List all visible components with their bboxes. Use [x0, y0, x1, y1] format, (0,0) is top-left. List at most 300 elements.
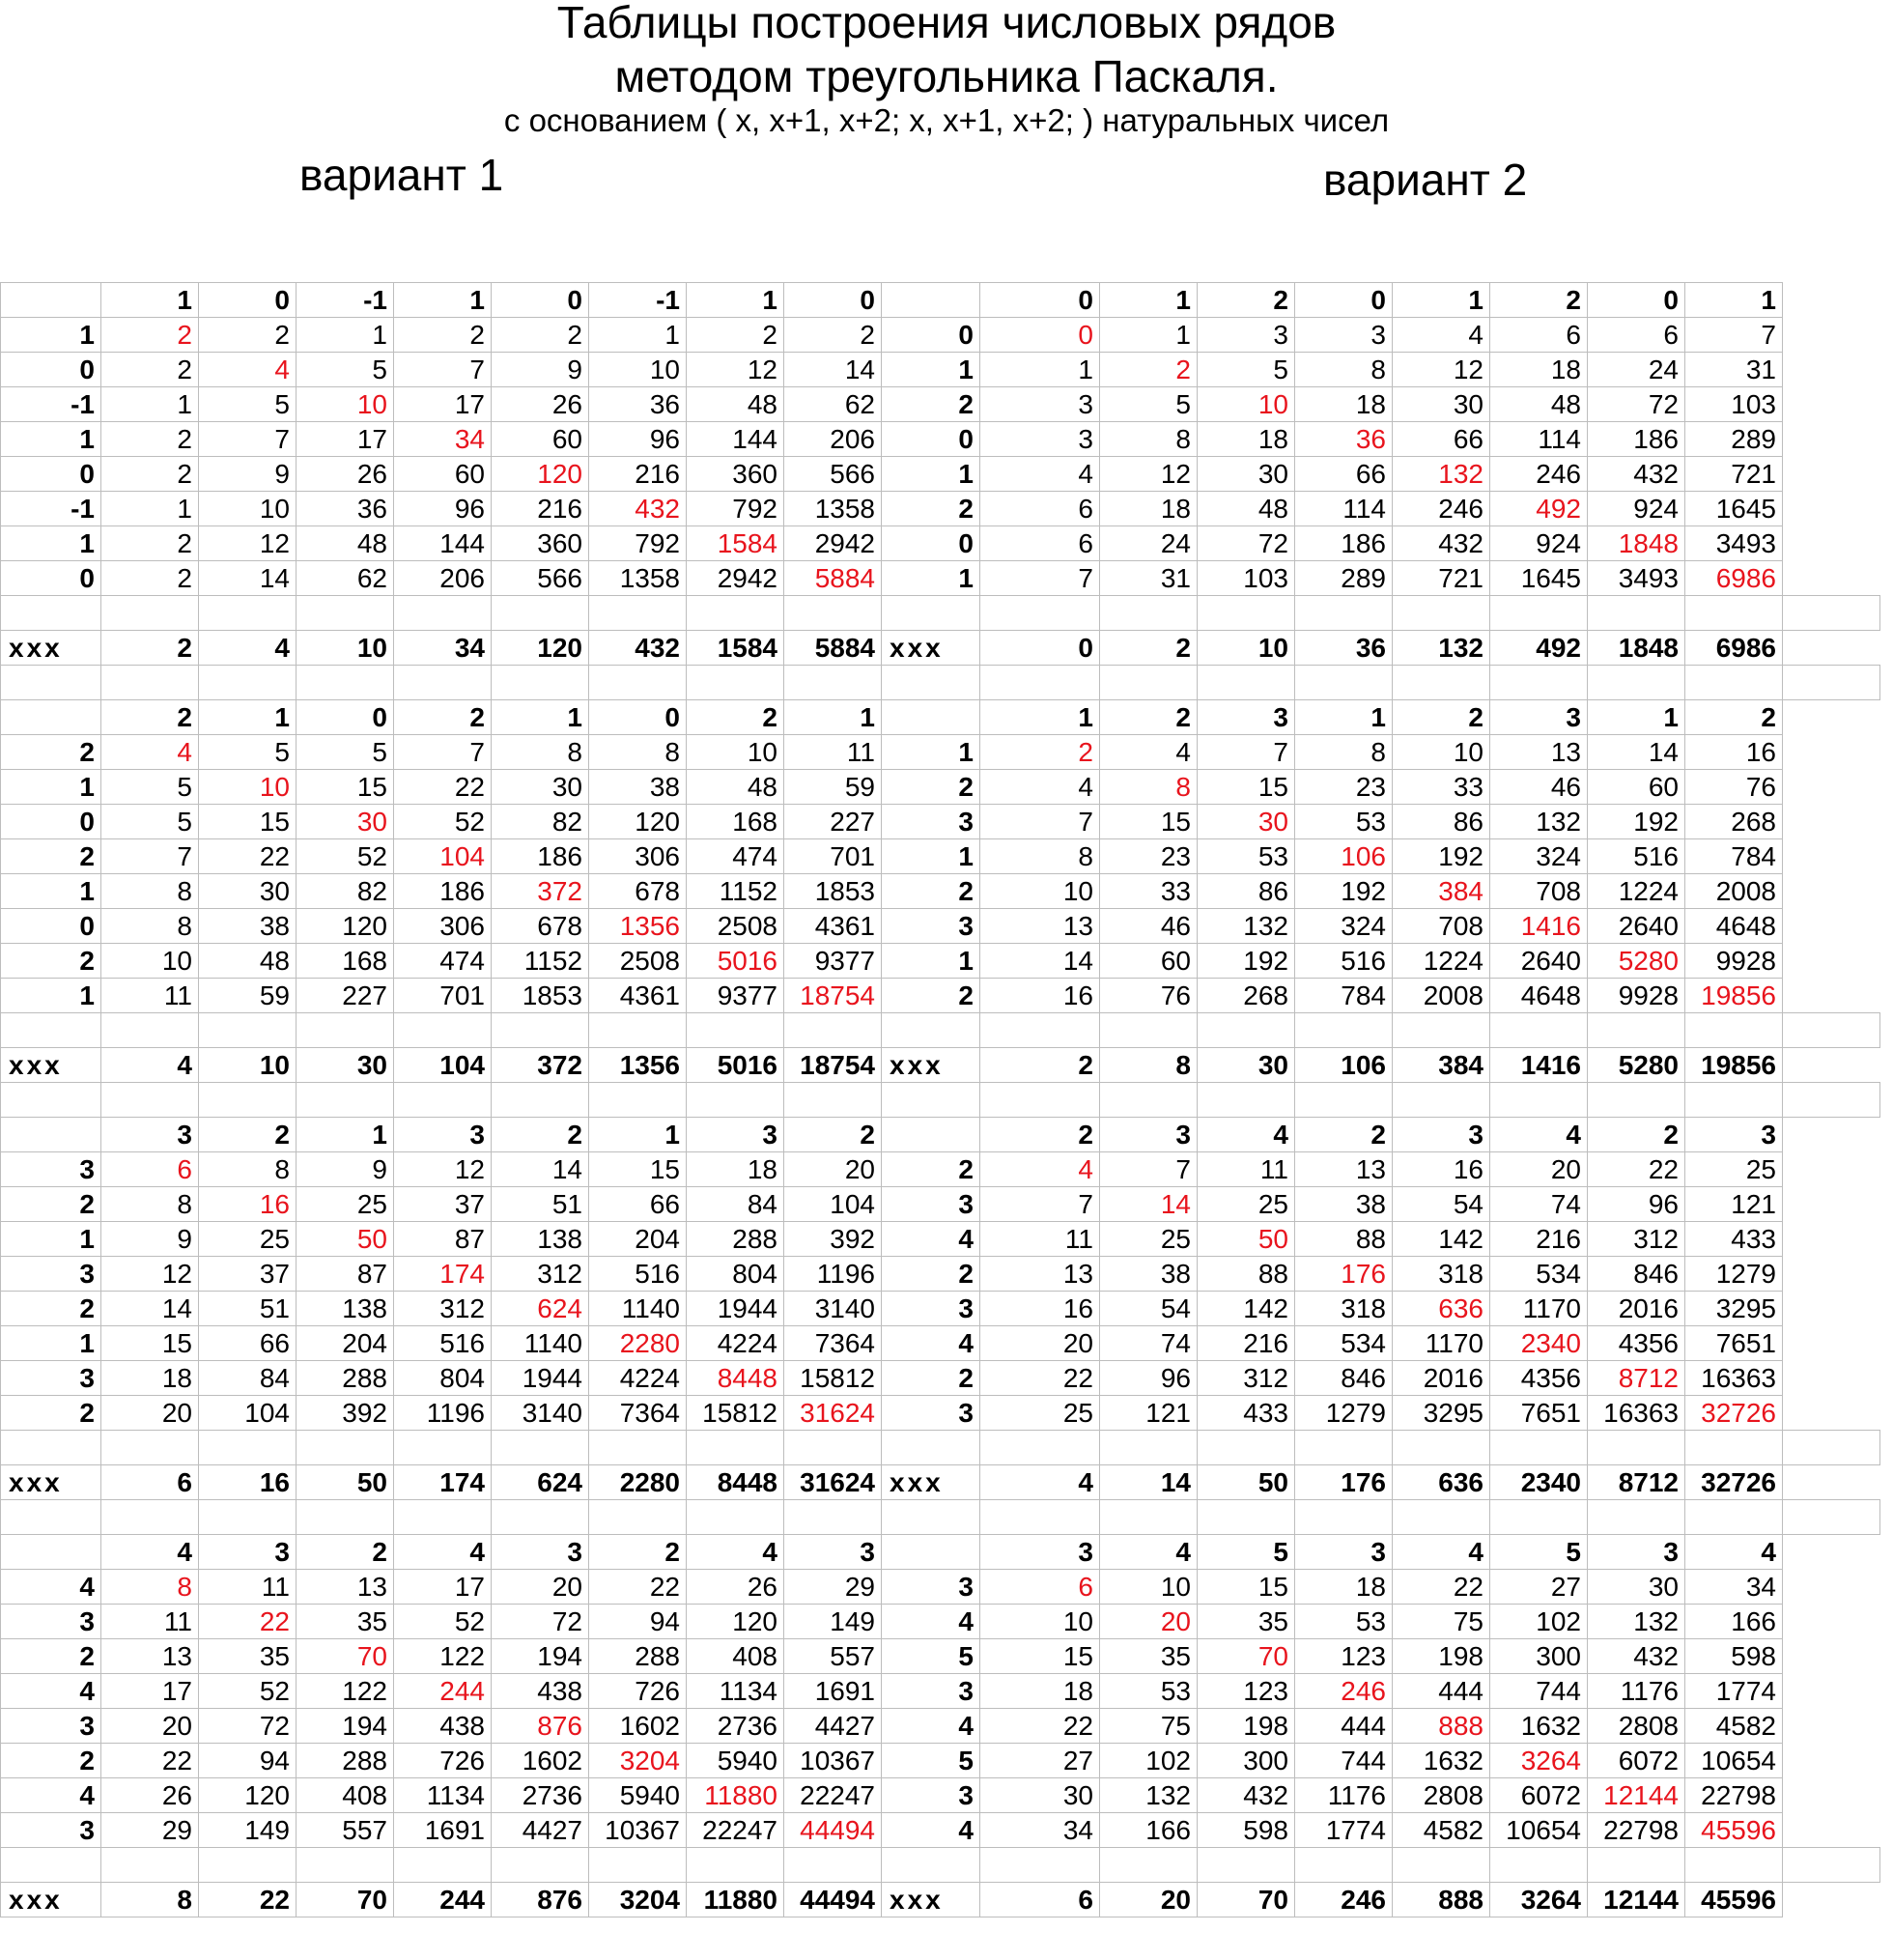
value-cell: 186	[1588, 422, 1685, 457]
value-cell: 2808	[1588, 1709, 1685, 1744]
value-cell: 4	[980, 457, 1100, 492]
value-cell: 60	[1588, 770, 1685, 805]
value-cell: 15	[980, 1639, 1100, 1674]
empty-cell	[199, 1083, 297, 1118]
header-cell: 4	[394, 1535, 492, 1570]
value-cell: 784	[1685, 839, 1783, 874]
diagonal-value-cell: 624	[492, 1292, 589, 1326]
empty-cell	[784, 1500, 882, 1535]
result-cell: 22	[199, 1883, 297, 1917]
result-cell: 8448	[687, 1465, 784, 1500]
value-cell: 24	[1588, 353, 1685, 387]
empty-cell	[589, 1013, 687, 1048]
value-cell: 22	[394, 770, 492, 805]
empty-cell	[1295, 666, 1393, 700]
empty-cell	[589, 596, 687, 631]
header-cell: 5	[1198, 1535, 1295, 1570]
empty-cell	[1588, 1848, 1685, 1883]
table-header-row	[1, 283, 1880, 318]
value-cell: 7	[1100, 1152, 1198, 1187]
value-cell: 7364	[784, 1326, 882, 1361]
value-cell: 123	[1198, 1674, 1295, 1709]
value-cell: 289	[1685, 422, 1783, 457]
header-cell: 0	[492, 283, 589, 318]
value-cell: 26	[687, 1570, 784, 1605]
value-cell: 10	[1100, 1570, 1198, 1605]
empty-cell	[589, 1431, 687, 1465]
result-cell: 31624	[784, 1465, 882, 1500]
value-cell: 36	[589, 387, 687, 422]
value-cell: 13	[101, 1639, 199, 1674]
value-cell: 30	[492, 770, 589, 805]
empty-cell	[1, 1500, 101, 1535]
value-cell: 121	[1685, 1187, 1783, 1222]
empty-cell	[1295, 1013, 1393, 1048]
empty-cell	[784, 596, 882, 631]
diagonal-value-cell: 5016	[687, 944, 784, 979]
value-cell: 51	[199, 1292, 297, 1326]
row-label: 1	[882, 561, 980, 596]
empty-cell	[199, 596, 297, 631]
row-label: 3	[882, 1292, 980, 1326]
value-cell: 20	[101, 1396, 199, 1431]
value-cell: 25	[1198, 1187, 1295, 1222]
value-cell: 318	[1393, 1257, 1490, 1292]
value-cell: 26	[297, 457, 394, 492]
row-label: 2	[882, 770, 980, 805]
value-cell: 20	[101, 1709, 199, 1744]
empty-cell	[297, 666, 394, 700]
empty-cell	[199, 1431, 297, 1465]
value-cell: 312	[492, 1257, 589, 1292]
empty-cell	[1783, 1013, 1880, 1048]
value-cell: 5940	[687, 1744, 784, 1778]
value-cell: 35	[199, 1639, 297, 1674]
result-cell: 11880	[687, 1883, 784, 1917]
empty-cell	[687, 666, 784, 700]
value-cell: 726	[589, 1674, 687, 1709]
value-cell: 17	[297, 422, 394, 457]
value-cell: 53	[1100, 1674, 1198, 1709]
empty-cell	[101, 666, 199, 700]
diagonal-value-cell: 104	[394, 839, 492, 874]
value-cell: 784	[1295, 979, 1393, 1013]
value-cell: 8	[1100, 422, 1198, 457]
value-cell: 16	[1685, 735, 1783, 770]
header-cell: 1	[980, 700, 1100, 735]
value-cell: 54	[1100, 1292, 1198, 1326]
value-cell: 13	[297, 1570, 394, 1605]
row-label: 0	[1, 457, 101, 492]
value-cell: 216	[492, 492, 589, 526]
value-cell: 1	[1100, 318, 1198, 353]
result-cell: 432	[589, 631, 687, 666]
value-cell: 5940	[589, 1778, 687, 1813]
empty-cell	[1198, 596, 1295, 631]
result-label: xxx	[1, 1465, 101, 1500]
value-cell: 4361	[589, 979, 687, 1013]
value-cell: 194	[492, 1639, 589, 1674]
value-cell: 7	[980, 1187, 1100, 1222]
value-cell: 15	[1198, 770, 1295, 805]
value-cell: 9377	[687, 979, 784, 1013]
value-cell: 1853	[492, 979, 589, 1013]
value-cell: 52	[394, 1605, 492, 1639]
value-cell: 3	[980, 387, 1100, 422]
spacer-row	[1, 596, 1880, 631]
diagonal-value-cell: 6986	[1685, 561, 1783, 596]
result-cell: 70	[1198, 1883, 1295, 1917]
value-cell: 29	[784, 1570, 882, 1605]
empty-cell	[1783, 1083, 1880, 1118]
table-row	[1, 1639, 1880, 1674]
value-cell: 708	[1393, 909, 1490, 944]
value-cell: 1170	[1393, 1326, 1490, 1361]
value-cell: 138	[297, 1292, 394, 1326]
empty-cell	[687, 1083, 784, 1118]
value-cell: 48	[1490, 387, 1588, 422]
empty-cell	[297, 1083, 394, 1118]
value-cell: 10654	[1490, 1813, 1588, 1848]
diagonal-value-cell: 70	[297, 1639, 394, 1674]
row-label: 3	[882, 805, 980, 839]
value-cell: 701	[784, 839, 882, 874]
value-cell: 198	[1393, 1639, 1490, 1674]
value-cell: 30	[1393, 387, 1490, 422]
header-cell: 1	[1685, 283, 1783, 318]
value-cell: 15	[589, 1152, 687, 1187]
value-cell: 7	[1198, 735, 1295, 770]
empty-cell	[882, 1431, 980, 1465]
row-label: 3	[1, 1257, 101, 1292]
row-label: 2	[882, 492, 980, 526]
empty-cell	[1685, 1013, 1783, 1048]
result-row	[1, 1048, 1880, 1083]
value-cell: 792	[589, 526, 687, 561]
value-cell: 22	[101, 1744, 199, 1778]
value-cell: 289	[1295, 561, 1393, 596]
row-label: 3	[1, 1813, 101, 1848]
value-cell: 300	[1198, 1744, 1295, 1778]
value-cell: 22798	[1685, 1778, 1783, 1813]
value-cell: 9	[492, 353, 589, 387]
result-cell: 1848	[1588, 631, 1685, 666]
empty-cell	[1490, 1083, 1588, 1118]
value-cell: 37	[394, 1187, 492, 1222]
row-label: 1	[1, 979, 101, 1013]
value-cell: 25	[1685, 1152, 1783, 1187]
value-cell: 18	[687, 1152, 784, 1187]
empty-cell	[1295, 1500, 1393, 1535]
value-cell: 288	[687, 1222, 784, 1257]
value-cell: 18	[980, 1674, 1100, 1709]
value-cell: 312	[1588, 1222, 1685, 1257]
diagonal-value-cell: 31624	[784, 1396, 882, 1431]
result-cell: 2	[101, 631, 199, 666]
result-cell: 6986	[1685, 631, 1783, 666]
diagonal-value-cell: 1848	[1588, 526, 1685, 561]
row-label: 4	[882, 1326, 980, 1361]
header-cell: 2	[394, 700, 492, 735]
value-cell: 53	[1198, 839, 1295, 874]
empty-cell	[394, 1083, 492, 1118]
value-cell: 66	[199, 1326, 297, 1361]
result-cell: 2	[980, 1048, 1100, 1083]
result-cell: 5884	[784, 631, 882, 666]
value-cell: 216	[1490, 1222, 1588, 1257]
empty-cell	[1100, 596, 1198, 631]
row-label: 3	[882, 909, 980, 944]
header-cell: 2	[101, 700, 199, 735]
empty-cell	[1588, 1500, 1685, 1535]
diagonal-value-cell: 636	[1393, 1292, 1490, 1326]
value-cell: 8	[199, 1152, 297, 1187]
header-cell: 2	[199, 1118, 297, 1152]
header-cell: 2	[980, 1118, 1100, 1152]
value-cell: 9	[199, 457, 297, 492]
diagonal-value-cell: 3204	[589, 1744, 687, 1778]
row-label: 3	[1, 1605, 101, 1639]
row-label: 4	[882, 1709, 980, 1744]
empty-cell	[1198, 666, 1295, 700]
spacer-row	[1, 666, 1880, 700]
row-label: 2	[882, 1257, 980, 1292]
value-cell: 27	[980, 1744, 1100, 1778]
value-cell: 566	[492, 561, 589, 596]
value-cell: 132	[1490, 805, 1588, 839]
value-cell: 408	[297, 1778, 394, 1813]
value-cell: 138	[492, 1222, 589, 1257]
diagonal-value-cell: 18754	[784, 979, 882, 1013]
result-cell: 34	[394, 631, 492, 666]
value-cell: 14	[199, 561, 297, 596]
value-cell: 1279	[1685, 1257, 1783, 1292]
value-cell: 227	[297, 979, 394, 1013]
header-cell: 3	[492, 1535, 589, 1570]
row-label: 2	[882, 979, 980, 1013]
value-cell: 438	[394, 1709, 492, 1744]
empty-cell	[1100, 1848, 1198, 1883]
header-cell: 3	[1588, 1535, 1685, 1570]
corner-cell	[882, 1118, 980, 1152]
empty-cell	[1685, 1848, 1783, 1883]
value-cell: 123	[1295, 1639, 1393, 1674]
value-cell: 846	[1295, 1361, 1393, 1396]
value-cell: 6	[1588, 318, 1685, 353]
value-cell: 433	[1198, 1396, 1295, 1431]
row-label: 4	[882, 1222, 980, 1257]
empty-cell	[882, 666, 980, 700]
empty-cell	[784, 1848, 882, 1883]
result-cell: 8712	[1588, 1465, 1685, 1500]
value-cell: 566	[784, 457, 882, 492]
value-cell: 52	[394, 805, 492, 839]
row-label: 2	[1, 1396, 101, 1431]
header-cell: 2	[1100, 700, 1198, 735]
row-label: 2	[1, 944, 101, 979]
value-cell: 60	[1100, 944, 1198, 979]
value-cell: 192	[1588, 805, 1685, 839]
value-cell: 516	[589, 1257, 687, 1292]
value-cell: 18	[1198, 422, 1295, 457]
row-label: 5	[882, 1744, 980, 1778]
value-cell: 22	[589, 1570, 687, 1605]
header-cell: 1	[297, 1118, 394, 1152]
value-cell: 26	[492, 387, 589, 422]
value-cell: 15	[101, 1326, 199, 1361]
value-cell: 36	[297, 492, 394, 526]
table-row	[1, 909, 1880, 944]
diagonal-value-cell: 36	[1295, 422, 1393, 457]
row-label: 3	[1, 1361, 101, 1396]
variant-2-label: вариант 2	[1323, 155, 1528, 205]
value-cell: 27	[1490, 1570, 1588, 1605]
header-cell: 2	[1588, 1118, 1685, 1152]
value-cell: 4361	[784, 909, 882, 944]
value-cell: 1196	[394, 1396, 492, 1431]
value-cell: 7	[394, 353, 492, 387]
diagonal-value-cell: 45596	[1685, 1813, 1783, 1848]
value-cell: 1	[101, 492, 199, 526]
value-cell: 186	[394, 874, 492, 909]
table-row	[1, 1570, 1880, 1605]
value-cell: 268	[1198, 979, 1295, 1013]
empty-cell	[492, 1500, 589, 1535]
value-cell: 46	[1100, 909, 1198, 944]
value-cell: 4582	[1393, 1813, 1490, 1848]
empty-cell	[980, 1013, 1100, 1048]
result-cell: 8	[101, 1883, 199, 1917]
value-cell: 96	[394, 492, 492, 526]
value-cell: 23	[1100, 839, 1198, 874]
row-label: 1	[1, 770, 101, 805]
value-cell: 22798	[1588, 1813, 1685, 1848]
value-cell: 1176	[1588, 1674, 1685, 1709]
row-label: 3	[882, 1187, 980, 1222]
empty-cell	[101, 596, 199, 631]
value-cell: 1	[297, 318, 394, 353]
diagonal-value-cell: 492	[1490, 492, 1588, 526]
value-cell: 142	[1393, 1222, 1490, 1257]
value-cell: 75	[1100, 1709, 1198, 1744]
header-cell: 0	[199, 283, 297, 318]
value-cell: 198	[1198, 1709, 1295, 1744]
value-cell: 14	[1588, 735, 1685, 770]
value-cell: 17	[394, 1570, 492, 1605]
empty-cell	[1685, 1431, 1783, 1465]
value-cell: 12	[687, 353, 784, 387]
value-cell: 142	[1198, 1292, 1295, 1326]
diagonal-value-cell: 246	[1295, 1674, 1393, 1709]
empty-cell	[1, 1013, 101, 1048]
table-header-row	[1, 1118, 1880, 1152]
empty-cell	[882, 596, 980, 631]
result-cell: 36	[1295, 631, 1393, 666]
value-cell: 11	[101, 1605, 199, 1639]
value-cell: 120	[687, 1605, 784, 1639]
diagonal-value-cell: 2	[980, 735, 1100, 770]
value-cell: 2	[492, 318, 589, 353]
value-cell: 4224	[589, 1361, 687, 1396]
result-cell: 174	[394, 1465, 492, 1500]
value-cell: 5	[199, 735, 297, 770]
empty-cell	[1100, 1083, 1198, 1118]
diagonal-value-cell: 4	[199, 353, 297, 387]
empty-cell	[1393, 1500, 1490, 1535]
empty-cell	[1, 1431, 101, 1465]
value-cell: 22	[980, 1361, 1100, 1396]
diagonal-value-cell: 2340	[1490, 1326, 1588, 1361]
value-cell: 1944	[492, 1361, 589, 1396]
value-cell: 708	[1490, 874, 1588, 909]
table-row	[1, 979, 1880, 1013]
result-row	[1, 1883, 1880, 1917]
result-cell: 120	[492, 631, 589, 666]
value-cell: 14	[784, 353, 882, 387]
value-cell: 360	[687, 457, 784, 492]
value-cell: 11	[784, 735, 882, 770]
empty-cell	[1393, 1431, 1490, 1465]
header-cell: 1	[1295, 700, 1393, 735]
header-cell: -1	[589, 283, 687, 318]
table-row	[1, 1709, 1880, 1744]
header-cell: 3	[101, 1118, 199, 1152]
empty-cell	[394, 596, 492, 631]
value-cell: 678	[492, 909, 589, 944]
empty-cell	[1198, 1083, 1295, 1118]
value-cell: 1196	[784, 1257, 882, 1292]
header-cell: 0	[1588, 283, 1685, 318]
value-cell: 8	[980, 839, 1100, 874]
result-label: xxx	[1, 1048, 101, 1083]
empty-cell	[1685, 596, 1783, 631]
empty-cell	[1393, 1013, 1490, 1048]
result-cell: 176	[1295, 1465, 1393, 1500]
value-cell: 4427	[492, 1813, 589, 1848]
row-label: -1	[1, 387, 101, 422]
result-cell: 14	[1100, 1465, 1198, 1500]
result-cell: 10	[1198, 631, 1295, 666]
result-cell: 20	[1100, 1883, 1198, 1917]
value-cell: 3	[980, 422, 1100, 457]
value-cell: 10	[1393, 735, 1490, 770]
header-cell: 3	[199, 1535, 297, 1570]
value-cell: 516	[1588, 839, 1685, 874]
value-cell: 216	[589, 457, 687, 492]
table-row	[1, 1813, 1880, 1848]
value-cell: 5	[297, 353, 394, 387]
header-cell: 1	[687, 283, 784, 318]
empty-cell	[980, 1500, 1100, 1535]
empty-cell	[687, 1013, 784, 1048]
value-cell: 474	[687, 839, 784, 874]
value-cell: 16	[1393, 1152, 1490, 1187]
header-cell: 1	[784, 700, 882, 735]
value-cell: 132	[1588, 1605, 1685, 1639]
table-row	[1, 1361, 1880, 1396]
diagonal-value-cell: 50	[297, 1222, 394, 1257]
spacer-row	[1, 1431, 1880, 1465]
value-cell: 66	[589, 1187, 687, 1222]
value-cell: 438	[492, 1674, 589, 1709]
table-row	[1, 839, 1880, 874]
value-cell: 1176	[1295, 1778, 1393, 1813]
row-label: 2	[882, 1152, 980, 1187]
value-cell: 25	[980, 1396, 1100, 1431]
value-cell: 149	[784, 1605, 882, 1639]
row-label: 3	[1, 1709, 101, 1744]
value-cell: 204	[297, 1326, 394, 1361]
